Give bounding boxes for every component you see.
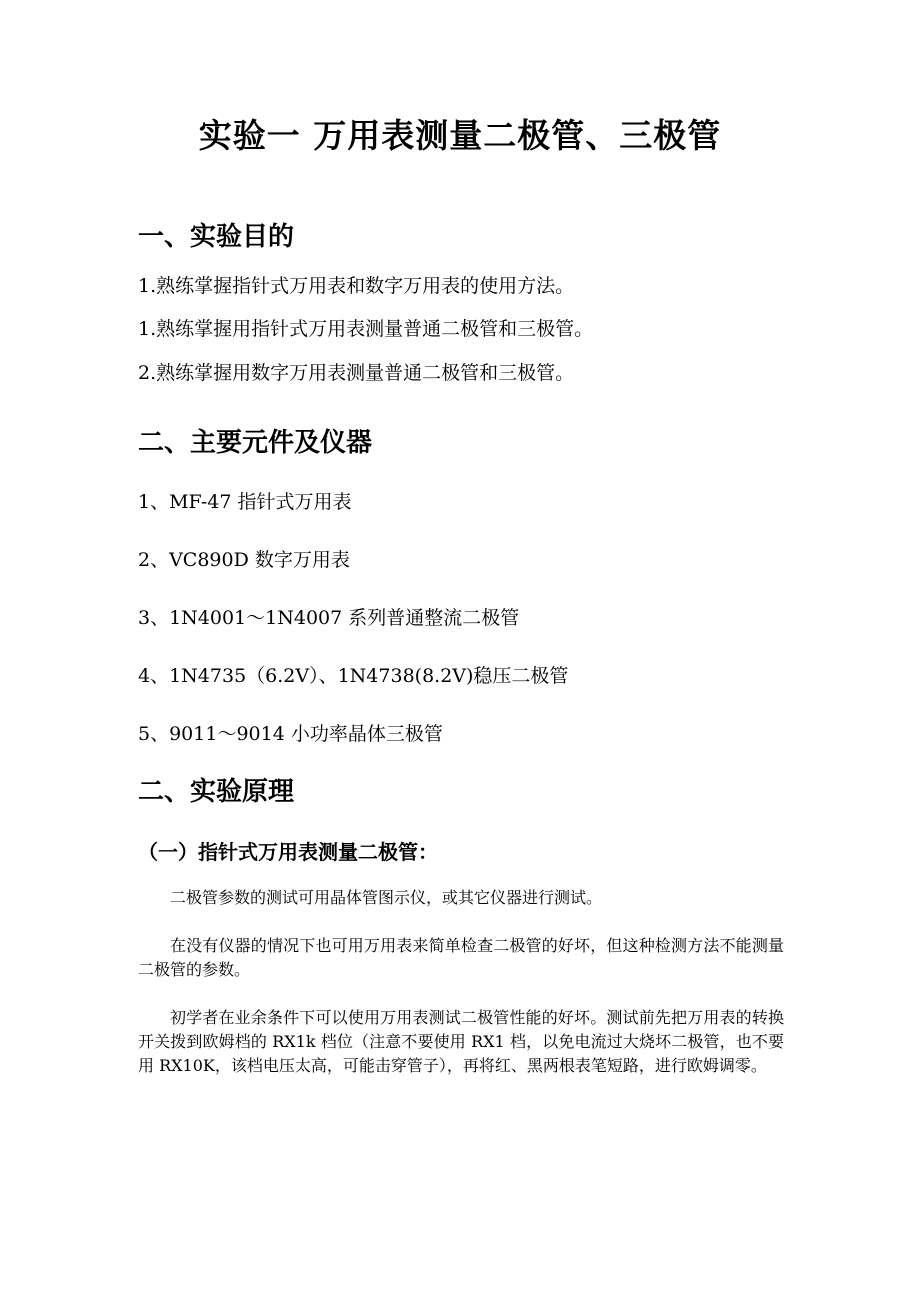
equipment-item: 2、VC890D 数字万用表 bbox=[138, 549, 350, 571]
page-title: 实验一 万用表测量二极管、三极管 bbox=[198, 116, 722, 155]
equipment-item: 4、1N4735（6.2V）、1N4738(8.2V)稳压二极管 bbox=[138, 665, 569, 687]
body-paragraph: 在没有仪器的情况下也可用万用表来简单检查二极管的好坏，但这种检测方法不能测量二极管的参数。 bbox=[138, 936, 784, 979]
objective-item: 1.熟练掌握用指针式万用表测量普通二极管和三极管。 bbox=[138, 318, 594, 340]
section-heading-principle: 二、实验原理 bbox=[138, 777, 295, 807]
subsection-heading: （一）指针式万用表测量二极管： bbox=[138, 840, 438, 864]
section-heading-equipment: 二、主要元件及仪器 bbox=[138, 428, 373, 458]
objective-item: 1.熟练掌握指针式万用表和数字万用表的使用方法。 bbox=[138, 275, 575, 297]
body-paragraph: 初学者在业余条件下可以使用万用表测试二极管性能的好坏。测试前先把万用表的转换开关拨到欧姆档的 RX1k 档位（注意不要使用 RX1 档，以免电流过大烧坏二极管，也不要用 RX10K，该档电压太高，可能击穿管子），再将红、黑两根表笔短路，进行欧姆调零。 bbox=[138, 1008, 784, 1075]
equipment-item: 1、MF-47 指针式万用表 bbox=[138, 491, 352, 513]
body-paragraph: 二极管参数的测试可用晶体管图示仪，或其它仪器进行测试。 bbox=[170, 888, 603, 907]
equipment-item: 5、9011～9014 小功率晶体三极管 bbox=[138, 723, 443, 745]
section-heading-objectives: 一、实验目的 bbox=[138, 222, 295, 252]
equipment-item: 3、1N4001～1N4007 系列普通整流二极管 bbox=[138, 607, 520, 629]
objective-item: 2.熟练掌握用数字万用表测量普通二极管和三极管。 bbox=[138, 362, 575, 384]
